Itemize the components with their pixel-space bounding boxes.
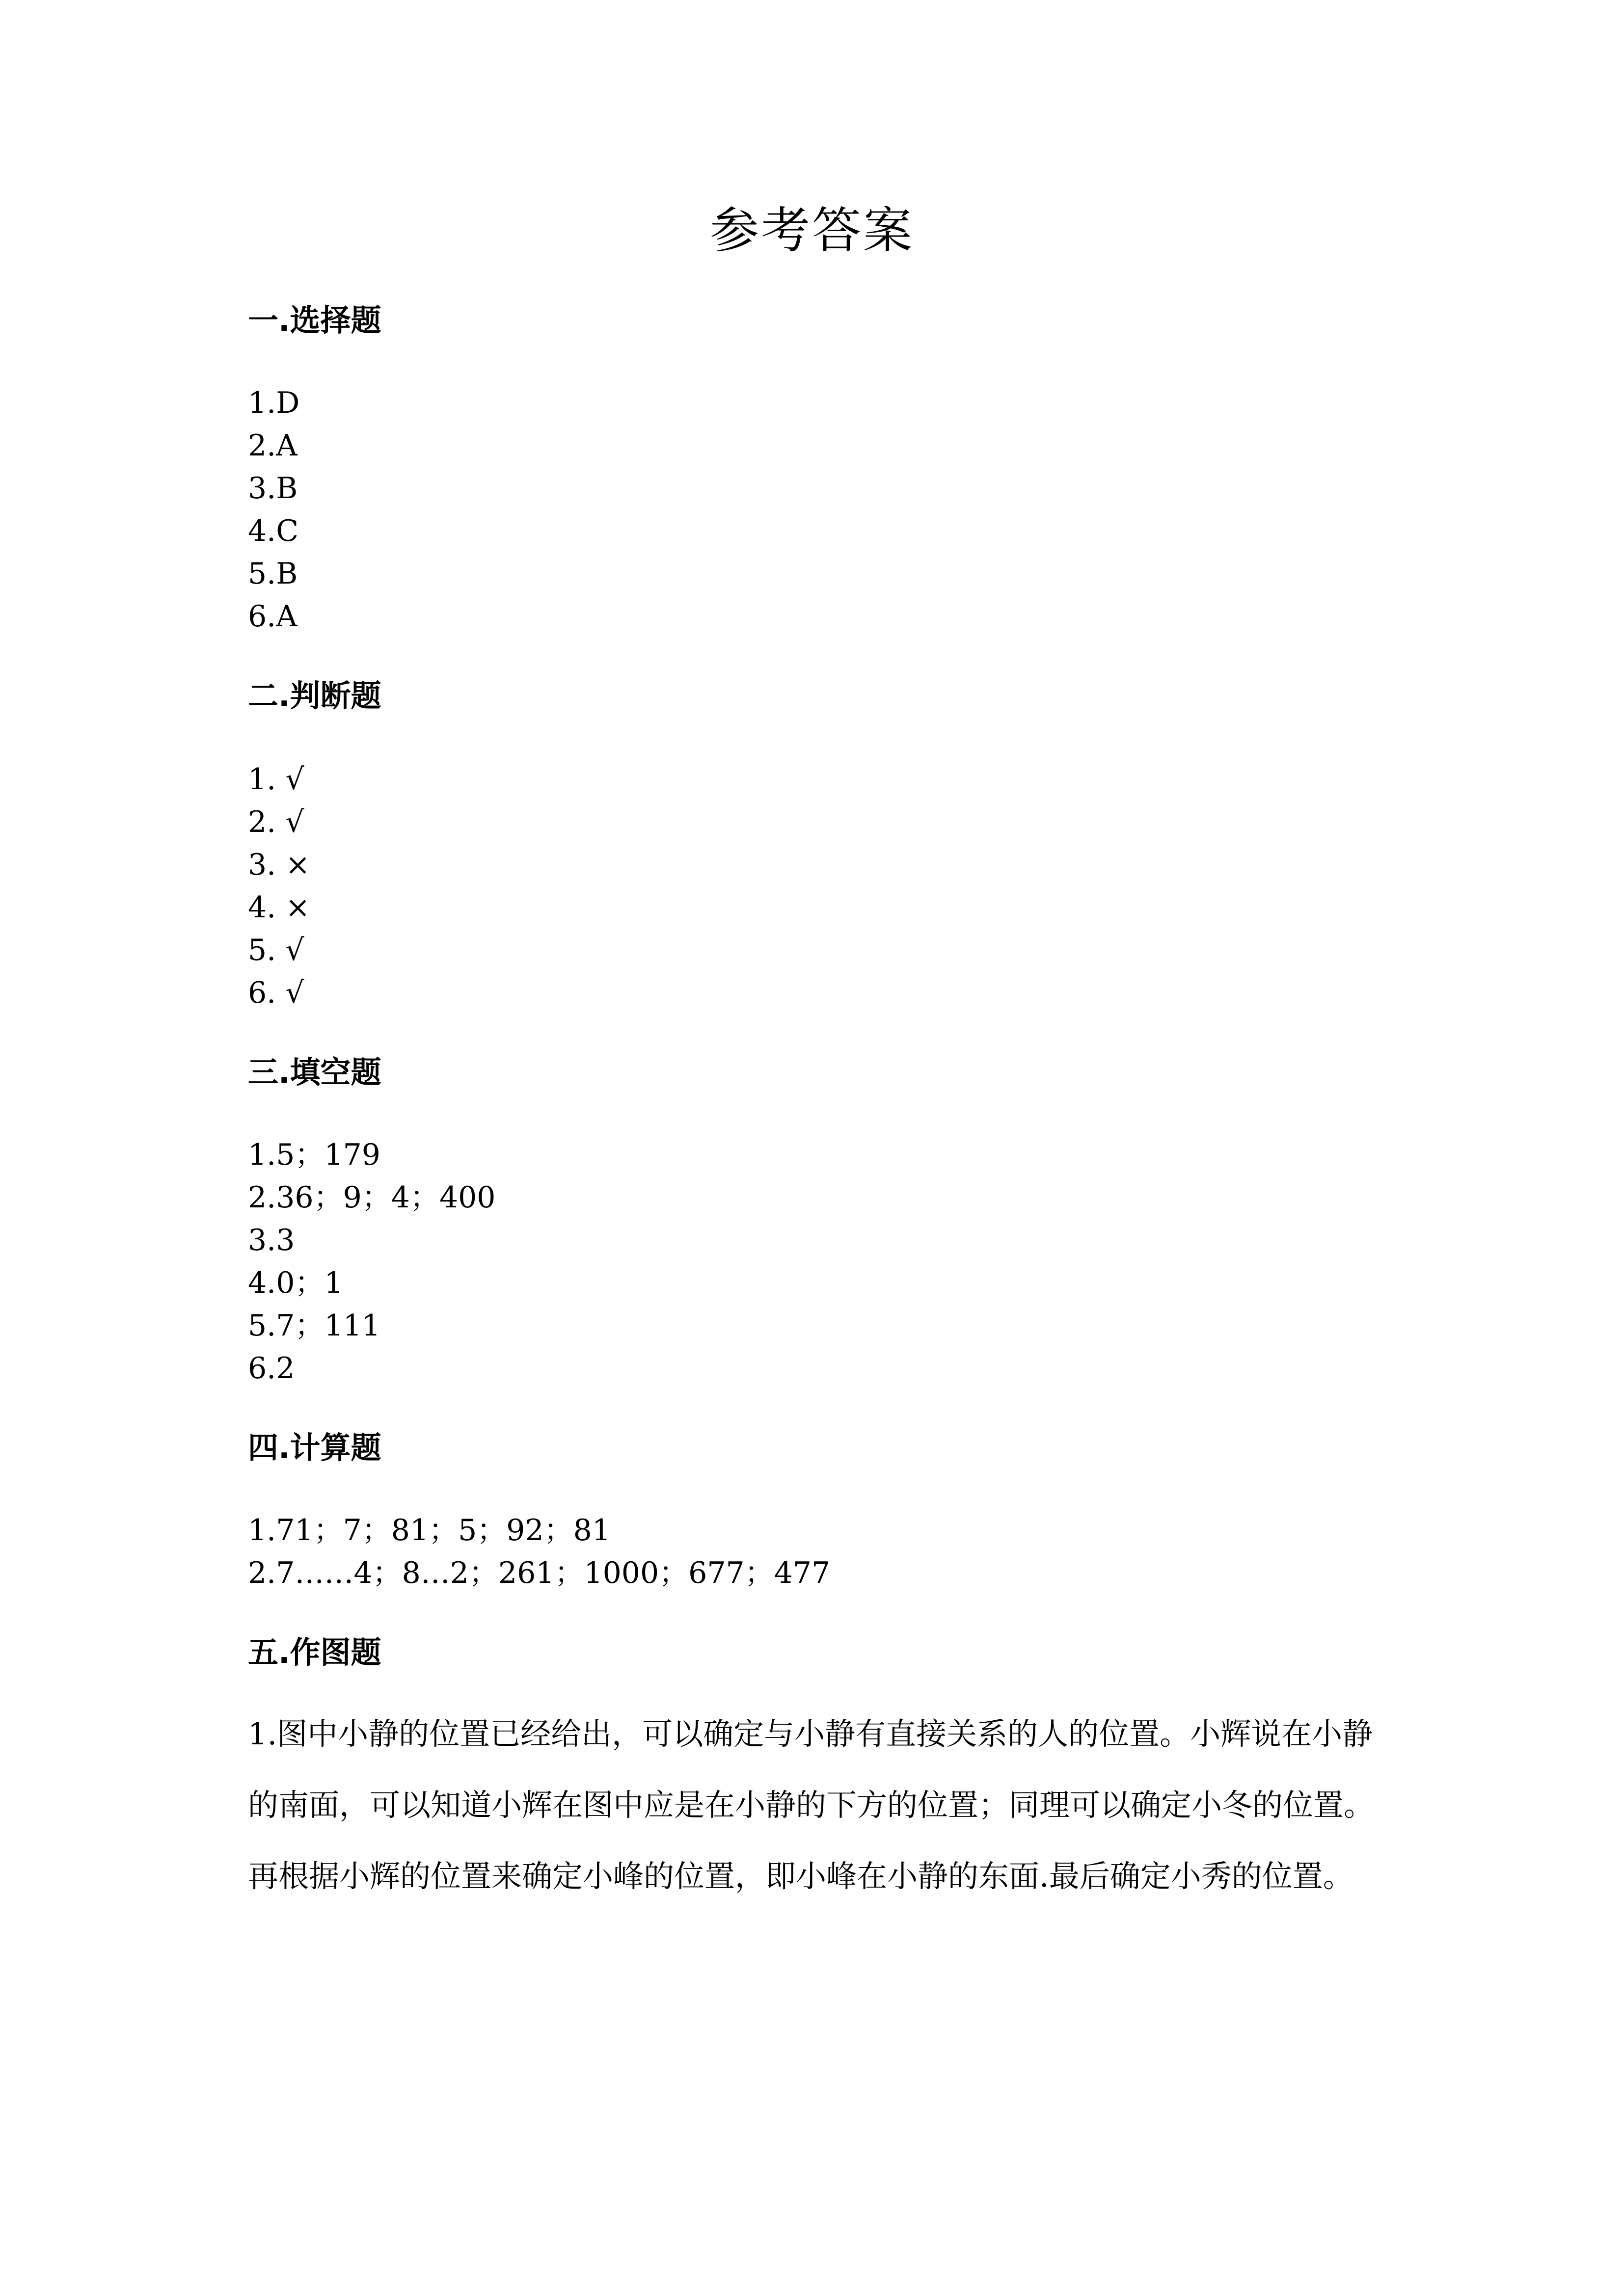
list-item: 4.C	[248, 514, 299, 548]
list-item: 4. ×	[248, 890, 310, 925]
section-heading-fill-in: 三.填空题	[248, 1054, 381, 1090]
section-heading-choice: 一.选择题	[248, 302, 381, 338]
page-title: 参考答案	[710, 202, 914, 259]
list-item: 5.7；111	[248, 1308, 380, 1343]
list-item: 3.B	[248, 471, 298, 506]
section-heading-drawing: 五.作图题	[248, 1634, 381, 1670]
list-item: 3. ×	[248, 848, 310, 882]
section-heading-judgement: 二.判断题	[248, 678, 381, 714]
list-item: 4.0；1	[248, 1266, 343, 1300]
list-item: 2.7……4；8…2；261；1000；677；477	[248, 1556, 831, 1590]
list-item: 3.3	[248, 1223, 295, 1257]
list-item: 2. √	[248, 805, 304, 839]
list-item: 6.A	[248, 599, 298, 634]
judgement-answer-list	[248, 758, 310, 1015]
list-item: 6.2	[248, 1351, 295, 1386]
list-item: 2.A	[248, 428, 298, 463]
list-item: 5. √	[248, 933, 304, 967]
list-item: 5.B	[248, 557, 298, 591]
calculation-answer-list	[248, 1509, 830, 1595]
list-item: 1. √	[248, 762, 304, 797]
drawing-answer-paragraph: 1.图中小静的位置已经给出，可以确定与小静有直接关系的人的位置。小辉说在小静的南面，可以知道小辉在图中应是在小静的下方的位置；同理可以确定小冬的位置。再根据小辉的位置来确定小峰的位置，即小峰在小静的东面.最后确定小秀的位置。	[248, 1716, 1375, 1894]
list-item: 1.D	[248, 386, 300, 420]
fill-in-answer-list	[248, 1134, 495, 1390]
choice-answer-list	[248, 382, 299, 638]
section-heading-calculation: 四.计算题	[248, 1430, 381, 1466]
list-item: 2.36；9；4；400	[248, 1180, 496, 1215]
list-item: 1.5；179	[248, 1138, 380, 1172]
list-item: 6. √	[248, 976, 304, 1010]
list-item: 1.71；7；81；5；92；81	[248, 1513, 611, 1548]
